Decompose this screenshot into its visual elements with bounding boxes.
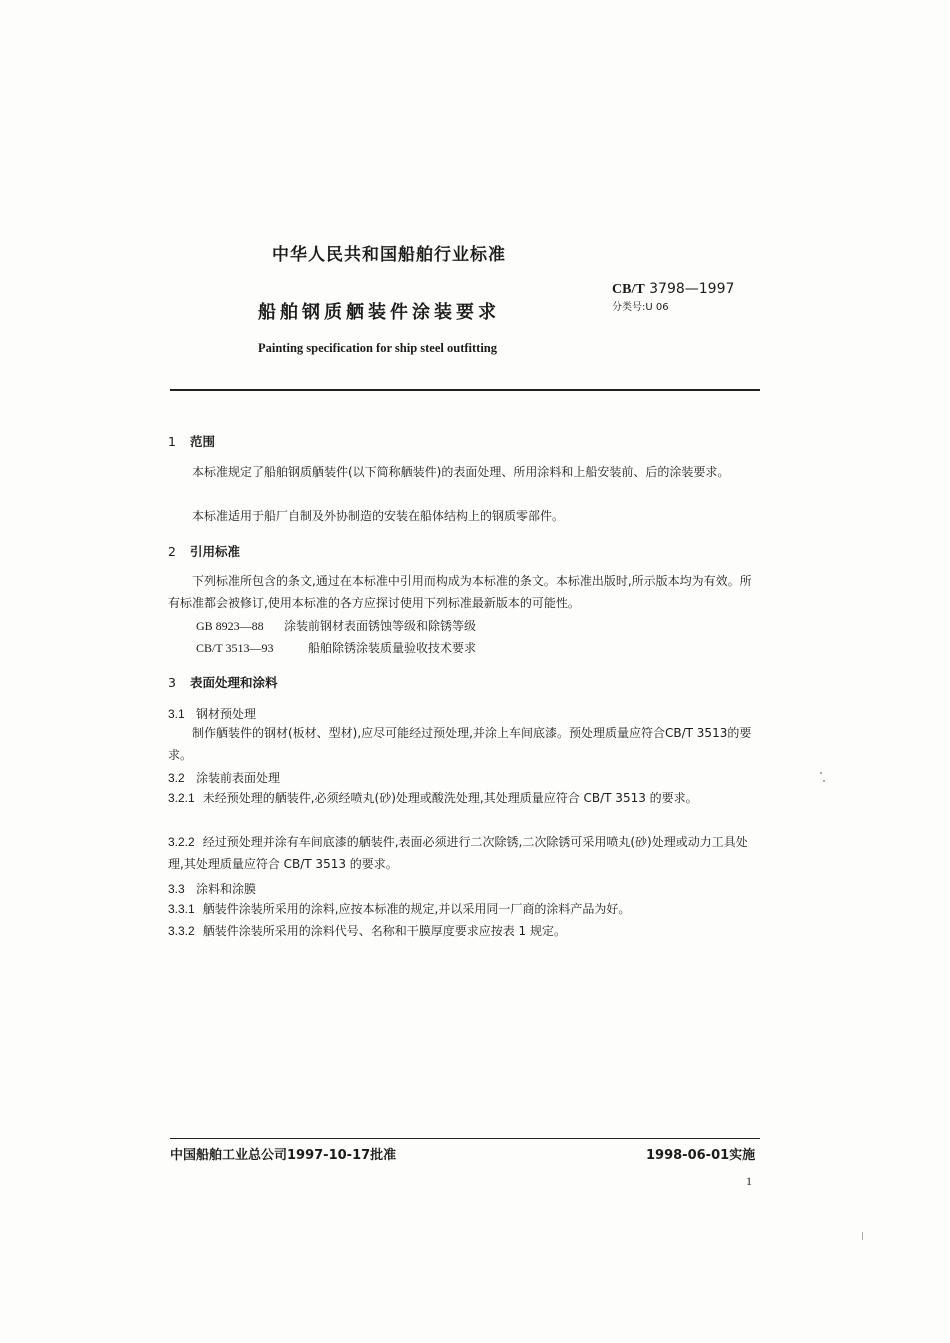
scan-speck bbox=[820, 772, 822, 774]
issuing-organization: 中华人民共和国船舶行业标准 bbox=[272, 245, 506, 265]
reference-code: CB/T 3513—93 bbox=[196, 641, 274, 655]
header-divider bbox=[170, 389, 760, 391]
section-number: 1 bbox=[168, 434, 176, 449]
subsection-title: 涂装前表面处理 bbox=[196, 771, 281, 785]
reference-code: GB 8923—88 bbox=[196, 619, 264, 633]
section-title: 引用标准 bbox=[190, 544, 241, 559]
clause-3-2-2 bbox=[168, 831, 762, 875]
section-2-paragraph: 下列标准所包含的条文,通过在本标准中引用而构成为本标准的条文。本标准出版时,所示版本均为有效。所有标准都会被修订,使用本标准的各方应探讨使用下列标准最新版本的可能性。 bbox=[168, 574, 752, 610]
reference-title: 船舶除锈涂装质量验收技术要求 bbox=[308, 641, 477, 655]
subsection-3-2-heading bbox=[168, 769, 280, 786]
scan-speck bbox=[862, 1232, 863, 1240]
classification-number: 分类号:U 06 bbox=[612, 302, 669, 313]
section-title: 表面处理和涂料 bbox=[190, 675, 278, 690]
standard-code-prefix: CB/T bbox=[612, 282, 645, 297]
subsection-3-1-paragraph: 制作舾装件的钢材(板材、型材),应尽可能经过预处理,并涂上车间底漆。预处理质量应符合CB/T 3513的要求。 bbox=[168, 726, 752, 762]
clause-number: 3.2.1 bbox=[168, 791, 195, 805]
effective-date: 1998-06-01实施 bbox=[646, 1148, 756, 1163]
section-1-paragraph-2: 本标准适用于船厂自制及外协制造的安装在船体结构上的钢质零部件。 bbox=[192, 509, 565, 523]
section-2-heading bbox=[168, 542, 240, 560]
clause-text: 经过预处理并涂有车间底漆的舾装件,表面必须进行二次除锈,二次除锈可采用喷丸(砂)处理或动力工具处理,其处理质量应符合 CB/T 3513 的要求。 bbox=[168, 835, 748, 871]
subsection-3-1-heading bbox=[168, 705, 256, 722]
subsection-number: 3.2 bbox=[168, 771, 185, 785]
page-number: 1 bbox=[746, 1174, 752, 1188]
section-3-heading bbox=[168, 673, 278, 691]
section-1-paragraph-1: 本标准规定了船舶钢质舾装件(以下简称舾装件)的表面处理、所用涂料和上船安装前、后的涂装要求。 bbox=[192, 465, 730, 479]
clause-number: 3.2.2 bbox=[168, 835, 195, 849]
section-1-heading bbox=[168, 432, 215, 450]
clause-text: 舾装件涂装所采用的涂料,应按本标准的规定,并以采用同一厂商的涂料产品为好。 bbox=[202, 902, 631, 916]
section-number: 2 bbox=[168, 544, 176, 559]
standard-code bbox=[612, 281, 734, 298]
clause-number: 3.3.2 bbox=[168, 924, 195, 938]
standard-title-cn: 船舶钢质舾装件涂装要求 bbox=[258, 302, 500, 323]
section-number: 3 bbox=[168, 675, 176, 690]
reference-item bbox=[196, 617, 476, 634]
clause-3-2-1 bbox=[168, 787, 762, 809]
subsection-title: 钢材预处理 bbox=[196, 707, 257, 721]
section-title: 范围 bbox=[190, 434, 216, 449]
clause-text: 舾装件涂装所采用的涂料代号、名称和干膜厚度要求应按表 1 规定。 bbox=[202, 924, 566, 938]
footer-divider bbox=[170, 1138, 760, 1139]
scan-speck bbox=[823, 780, 825, 782]
standard-code-number: 3798—1997 bbox=[644, 281, 735, 297]
approval-line: 中国船舶工业总公司1997-10-17批准 bbox=[170, 1148, 397, 1163]
clause-text: 未经预处理的舾装件,必须经喷丸(砂)处理或酸洗处理,其处理质量应符合 CB/T 3513 的要求。 bbox=[202, 791, 698, 805]
clause-number: 3.3.1 bbox=[168, 902, 195, 916]
clause-3-3-2 bbox=[168, 920, 762, 942]
subsection-number: 3.3 bbox=[168, 882, 185, 896]
reference-title: 涂装前钢材表面锈蚀等级和除锈等级 bbox=[284, 619, 477, 633]
subsection-3-3-heading bbox=[168, 880, 256, 897]
standard-title-en: Painting specification for ship steel outfitting bbox=[258, 341, 498, 355]
subsection-number: 3.1 bbox=[168, 707, 185, 721]
reference-item bbox=[196, 639, 476, 656]
subsection-title: 涂料和涂膜 bbox=[196, 882, 257, 896]
clause-3-3-1 bbox=[168, 898, 762, 920]
